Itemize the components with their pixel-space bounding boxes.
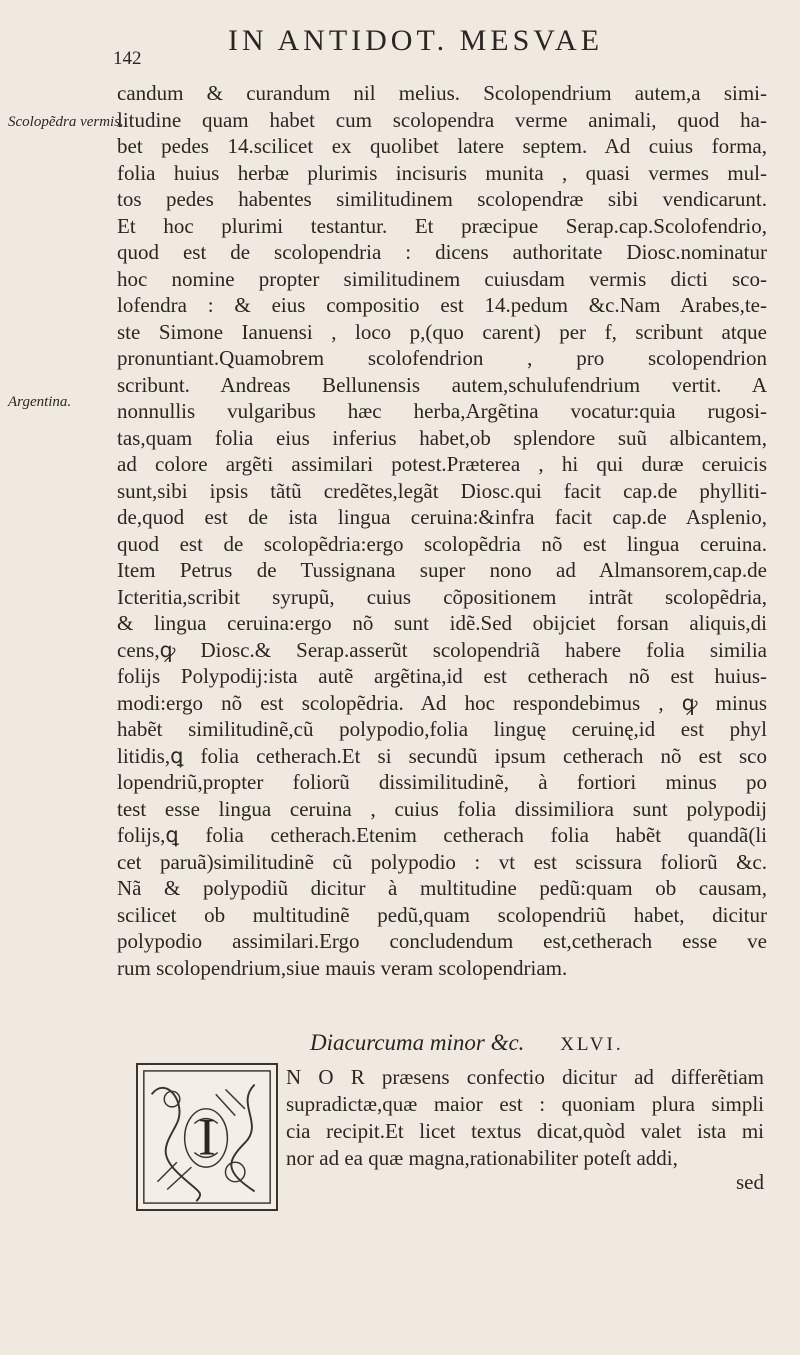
margin-note-argentina: Argentina. [8, 394, 72, 410]
text-line: litidis,ꝗ folia cetherach.Et si secundũ ipsum cetherach nõ est sco [117, 743, 767, 768]
text-line: lofendra : & eius compositio est 14.pedum &c.Nam Arabes,te- [117, 293, 767, 317]
text-line: rum scolopendrium,siue mauis veram scolopendriam. [117, 955, 568, 980]
margin-note-scolopendra: Scolopẽdra vermis. [8, 114, 124, 130]
text-line: nonnullis vulgaribus hæc herba,Argẽtina vocatur:quia rugosi- [117, 399, 767, 423]
text-line: sunt,sibi ipsis tãtũ credẽtes,legãt Diosc.qui facit cap.de phylliti- [117, 478, 767, 503]
text-line: test esse lingua ceruina , cuius folia dissimiliora sunt polypodij [117, 796, 767, 821]
running-title: IN ANTIDOT. MESVAE [228, 24, 604, 57]
text-line: tas,quam folia eius inferius habet,ob splendore suũ albicantem, [117, 425, 767, 450]
text-line: scilicet ob multitudinẽ pedũ,quam scolopendriũ habet, dicitur [117, 902, 767, 927]
initial-letter: I [198, 1108, 216, 1167]
text-line: folia huius herbæ plurimis incisuris munita , quasi vermes mul- [117, 160, 767, 185]
text-line: quod est de scolopẽdria:ergo scolopẽdria nõ est lingua ceruina. [117, 531, 767, 556]
text-line: folijs,ꝗ folia cetherach.Etenim cetherach folia habẽt quandã(li [117, 823, 767, 847]
text-line: polypodio assimilari.Ergo concludendum est,cetherach esse ve [117, 929, 767, 953]
text-line: Item Petrus de Tussignana super nono ad Almansorem,cap.de [117, 558, 767, 582]
text-line: scribunt. Andreas Bellunensis autem,schulufendrium vertit. A [117, 372, 767, 397]
text-line: Nã & polypodiũ dicitur à multitudine pedũ:quam ob causam, [117, 876, 767, 900]
text-line: bet pedes 14.scilicet ex quolibet latere septem. Ad cuius forma, [117, 134, 767, 158]
text-line: hoc nomine propter similitudinem cuiusdam vermis dicti sco- [117, 266, 767, 291]
ornamental-initial-icon [138, 1065, 276, 1209]
text-line: modi:ergo nõ est scolopẽdria. Ad hoc respondebimus , ꝙ minus [117, 690, 767, 715]
text-line: Et hoc plurimi testantur. Et præcipue Serap.cap.Scolofendrio, [117, 213, 767, 238]
text-line: ad colore argẽti assimilari potest.Præterea , hi qui duræ ceruicis [117, 452, 767, 476]
text-line: habẽt similitudinẽ,cũ polypodio,folia linguę ceruinę,id est phyl [117, 717, 767, 741]
text-line: tos pedes habentes similitudinem scolopendræ sibi vendicarunt. [117, 187, 767, 211]
text-line: pronuntiant.Quamobrem scolofendrion , pro scolopendrion [117, 346, 767, 370]
text-line: lopendriũ,propter foliorũ dissimilitudinẽ, à fortiori minus po [117, 770, 767, 794]
text-line: cet paruã)similitudinẽ cũ polypodio : vt est scissura foliorũ &c. [117, 849, 767, 874]
catchword: sed [736, 1170, 764, 1194]
text-line: folijs Polypodij:ista autẽ argẽtina,id est cetherach nõ est huius- [117, 664, 767, 688]
section-heading [310, 1030, 624, 1056]
page-number: 142 [113, 48, 142, 69]
section-text [286, 1064, 764, 1172]
text-line: & lingua ceruina:ergo nõ sunt idẽ.Sed obijciet forsan aliquis,di [117, 611, 767, 635]
decorated-initial [136, 1063, 278, 1211]
section-number: XLVI. [560, 1034, 624, 1055]
section-text-line: N O R præsens confectio dicitur ad differẽtiam [286, 1065, 764, 1089]
main-text [117, 80, 767, 981]
text-line: cens,ꝙ Diosc.& Serap.asserũt scolopendriã habere folia similia [117, 637, 767, 662]
section-title: Diacurcuma minor &c. [310, 1030, 525, 1055]
text-line: de,quod est de ista lingua ceruina:&infra facit cap.de Asplenio, [117, 505, 767, 529]
text-line: candum & curandum nil melius. Scolopendrium autem,a simi- [117, 81, 767, 105]
text-line: quod est de scolopendria : dicens authoritate Diosc.nominatur [117, 240, 767, 264]
text-line: Icteritia,scribit syrupũ, cuius cõpositionem intrãt scolopẽdria, [117, 584, 767, 609]
section-text-line: cia recipit.Et licet textus dicat,quòd valet ista mi [286, 1119, 764, 1143]
text-line: litudine quam habet cum scolopendra verme animali, quod ha- [117, 107, 767, 132]
section-text-line: supradictæ,quæ maior est : quoniam plura simpli [286, 1092, 764, 1116]
text-line: ste Simone Ianuensi , loco p,(quo carent) per f, scribunt atque [117, 319, 767, 344]
section-text-line: nor ad ea quæ magna,rationabiliter poteſt addi, [286, 1146, 678, 1170]
